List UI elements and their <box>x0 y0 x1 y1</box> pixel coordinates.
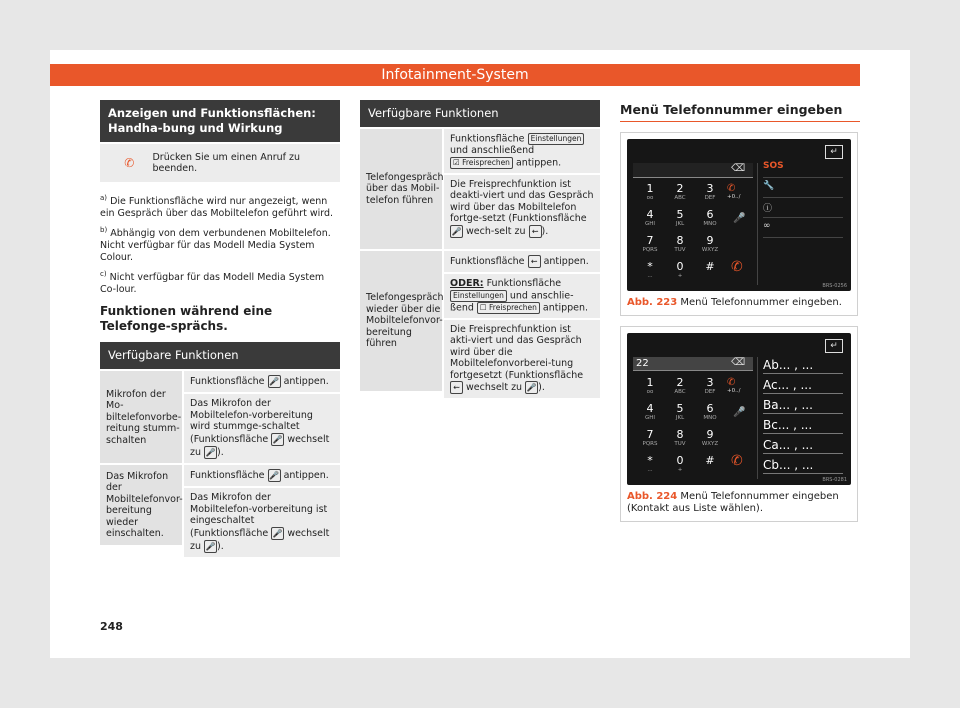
key-5[interactable]: 5 JKL <box>675 402 685 421</box>
back-icon: ↵ <box>825 339 843 353</box>
end-call-text: Drücken Sie um einen Anruf zu beenden. <box>152 152 301 174</box>
call-plus-button[interactable]: ✆ +0../ <box>727 183 741 200</box>
section-title: Anzeigen und Funktionsflächen: Handha-bung und Wirkung <box>100 100 340 142</box>
image-code: BRS-0256 <box>822 283 847 289</box>
key-9[interactable]: 9 WXYZ <box>701 234 719 253</box>
mic-icon: 🎤 <box>451 226 462 236</box>
table-row <box>100 371 340 465</box>
contact-item[interactable]: Ab... , ... <box>763 357 843 374</box>
voicemail-button[interactable]: ∞ <box>763 221 843 238</box>
key-5[interactable]: 5 JKL <box>675 208 685 227</box>
row-description: Die Freisprechfunktion ist deakti-viert und das Gespräch wird über das Mobiltelefon fortge-setzt (Funktionsfläche 🎤 wech-selt zu ⇜ ). <box>444 175 600 250</box>
row-description: Die Freisprechfunktion ist akti-viert und das Gespräch wird über die Mobiltelefonvorberei-tung fortgesetzt (Funktionsfläche ⇜ wechselt zu 🎤 ). <box>444 320 600 399</box>
number-input[interactable]: 22 <box>633 357 753 371</box>
heading-functions: Funktionen während eine Telefonge-sprächs. <box>100 304 273 334</box>
figure-223 <box>620 132 858 316</box>
key-8[interactable]: 8 TUV <box>674 428 686 447</box>
row-label: Telefongespräch über das Mobil-telefon führen <box>360 129 444 249</box>
key-star[interactable]: * ... <box>647 454 653 473</box>
footnote-b: $^{b)}$ Abhängig von dem verbundenen Mobiltelefon. Nicht verfügbar für das Modell Media System Colour. <box>100 226 331 264</box>
handsfree-icon: ⇜ <box>529 225 542 238</box>
key-7[interactable]: 7 PQRS <box>642 428 658 447</box>
info-button[interactable]: ⓘ <box>763 201 843 218</box>
key-9[interactable]: 9 WXYZ <box>701 428 719 447</box>
mic-muted-icon: 🎤 <box>272 434 283 444</box>
back-icon: ↵ <box>825 145 843 159</box>
footnote-a: $^{a)}$ Die Funktionsfläche wird nur angezeigt, wenn ein Gespräch über das Mobiltelefon geführt wird. <box>100 194 334 220</box>
row-action: Funktionsfläche Einstellungen und anschließend ☑ Freisprechen antippen. <box>444 129 600 175</box>
table-row <box>100 465 340 559</box>
contact-item[interactable]: Bc... , ... <box>763 417 843 434</box>
row-action: Funktionsfläche 🎤 antippen. <box>184 371 340 394</box>
table-title: Verfügbare Funktionen <box>100 342 340 369</box>
key-3[interactable]: 3 DEF <box>704 376 716 395</box>
key-2[interactable]: 2 ABC <box>674 376 686 395</box>
key-6[interactable]: 6 MNO <box>703 402 717 421</box>
free-button-ref: ☑ Freisprechen <box>450 157 513 169</box>
column-3 <box>620 100 860 522</box>
call-icon[interactable]: ✆ <box>731 453 743 469</box>
column-2 <box>360 100 600 400</box>
handsfree-icon: ⇜ <box>528 255 541 268</box>
mic-muted-icon: 🎤 <box>269 471 280 481</box>
figure-224 <box>620 326 858 522</box>
key-hash[interactable]: # <box>705 454 715 467</box>
figure-caption: Abb. 224 Menü Telefonnummer eingeben (Kontakt aus Liste wählen). <box>627 491 839 514</box>
call-icon[interactable]: ✆ <box>731 259 743 275</box>
table-row <box>360 251 600 400</box>
page-header: Infotainment-System <box>50 64 860 86</box>
key-0[interactable]: 0 + <box>676 454 684 473</box>
backspace-icon: ⌫ <box>731 163 746 174</box>
row-action: Funktionsfläche 🎤 antippen. <box>184 465 340 488</box>
key-3[interactable]: 3 DEF <box>704 182 716 201</box>
table-title: Verfügbare Funktionen <box>360 100 600 127</box>
key-1[interactable]: 1 oo <box>646 376 654 395</box>
sos-button[interactable]: SOS <box>763 161 843 178</box>
figure-caption: Abb. 223 Menü Telefonnummer eingeben. <box>627 297 842 308</box>
screen-dialpad <box>627 139 851 291</box>
figure-section-title: Menü Telefonnummer eingeben <box>620 100 860 122</box>
handsfree-icon: ⇜ <box>450 381 463 394</box>
key-4[interactable]: 4 GHI <box>644 208 656 227</box>
end-call-row <box>100 144 340 182</box>
contact-item[interactable]: Ca... , ... <box>763 437 843 454</box>
key-6[interactable]: 6 MNO <box>703 208 717 227</box>
call-plus-button[interactable]: ✆ +0../ <box>727 377 741 394</box>
column-1 <box>100 100 340 559</box>
row-alternative: ODER: Funktionsfläche Einstellungen und anschlie-ßend ☐ Freisprechen antippen. <box>444 274 600 320</box>
row-label: Mikrofon der Mo-biltelefonvorbe-reitung stumm-schalten <box>100 371 184 463</box>
divider <box>757 163 758 285</box>
table-row <box>360 129 600 251</box>
tools-button[interactable]: 🔧 <box>763 181 843 198</box>
key-0[interactable]: 0 + <box>676 260 684 279</box>
key-hash[interactable]: # <box>705 260 715 273</box>
end-call-icon: ✆ <box>124 156 135 170</box>
key-star[interactable]: * ... <box>647 260 653 279</box>
image-code: BRS-0281 <box>822 477 847 483</box>
page-number: 248 <box>100 620 123 633</box>
divider <box>757 357 758 479</box>
screen-contact-list <box>627 333 851 485</box>
mic-muted-icon: 🎤 <box>272 528 283 538</box>
key-1[interactable]: 1 oo <box>646 182 654 201</box>
contact-item[interactable]: Ac... , ... <box>763 377 843 394</box>
free-button-ref: ☐ Freisprechen <box>477 302 540 314</box>
key-2[interactable]: 2 ABC <box>674 182 686 201</box>
mic-icon[interactable]: 🎤 <box>733 407 746 418</box>
settings-button-ref: Einstellungen <box>450 290 507 302</box>
key-7[interactable]: 7 PQRS <box>642 234 658 253</box>
mic-icon: 🎤 <box>205 447 216 457</box>
footnote-c: $^{c)}$ Nicht verfügbar für das Modell Media System Co-lour. <box>100 270 325 296</box>
row-description: Das Mikrofon der Mobiltelefon-vorbereitung wird stummge-schaltet (Funktionsfläche 🎤 wechselt zu 🎤 ). <box>184 394 340 463</box>
key-8[interactable]: 8 TUV <box>674 234 686 253</box>
contact-item[interactable]: Ba... , ... <box>763 397 843 414</box>
mic-icon: 🎤 <box>269 377 280 387</box>
key-4[interactable]: 4 GHI <box>644 402 656 421</box>
settings-button-ref: Einstellungen <box>528 133 585 145</box>
row-description: Das Mikrofon der Mobiltelefon-vorbereitung ist eingeschaltet (Funktionsfläche 🎤 wechselt zu 🎤 ). <box>184 488 340 557</box>
contact-item[interactable]: Cb... , ... <box>763 457 843 474</box>
backspace-icon: ⌫ <box>731 357 746 368</box>
mic-icon: 🎤 <box>526 383 537 392</box>
mic-icon[interactable]: 🎤 <box>733 213 746 224</box>
row-action: Funktionsfläche ⇜ antippen. <box>444 251 600 274</box>
mic-icon: 🎤 <box>205 541 216 551</box>
row-label: Telefongespräch wieder über die Mobiltelefonvor-bereitung führen <box>360 251 444 391</box>
row-label: Das Mikrofon der Mobiltelefonvor-bereitung wieder einschalten. <box>100 465 184 545</box>
